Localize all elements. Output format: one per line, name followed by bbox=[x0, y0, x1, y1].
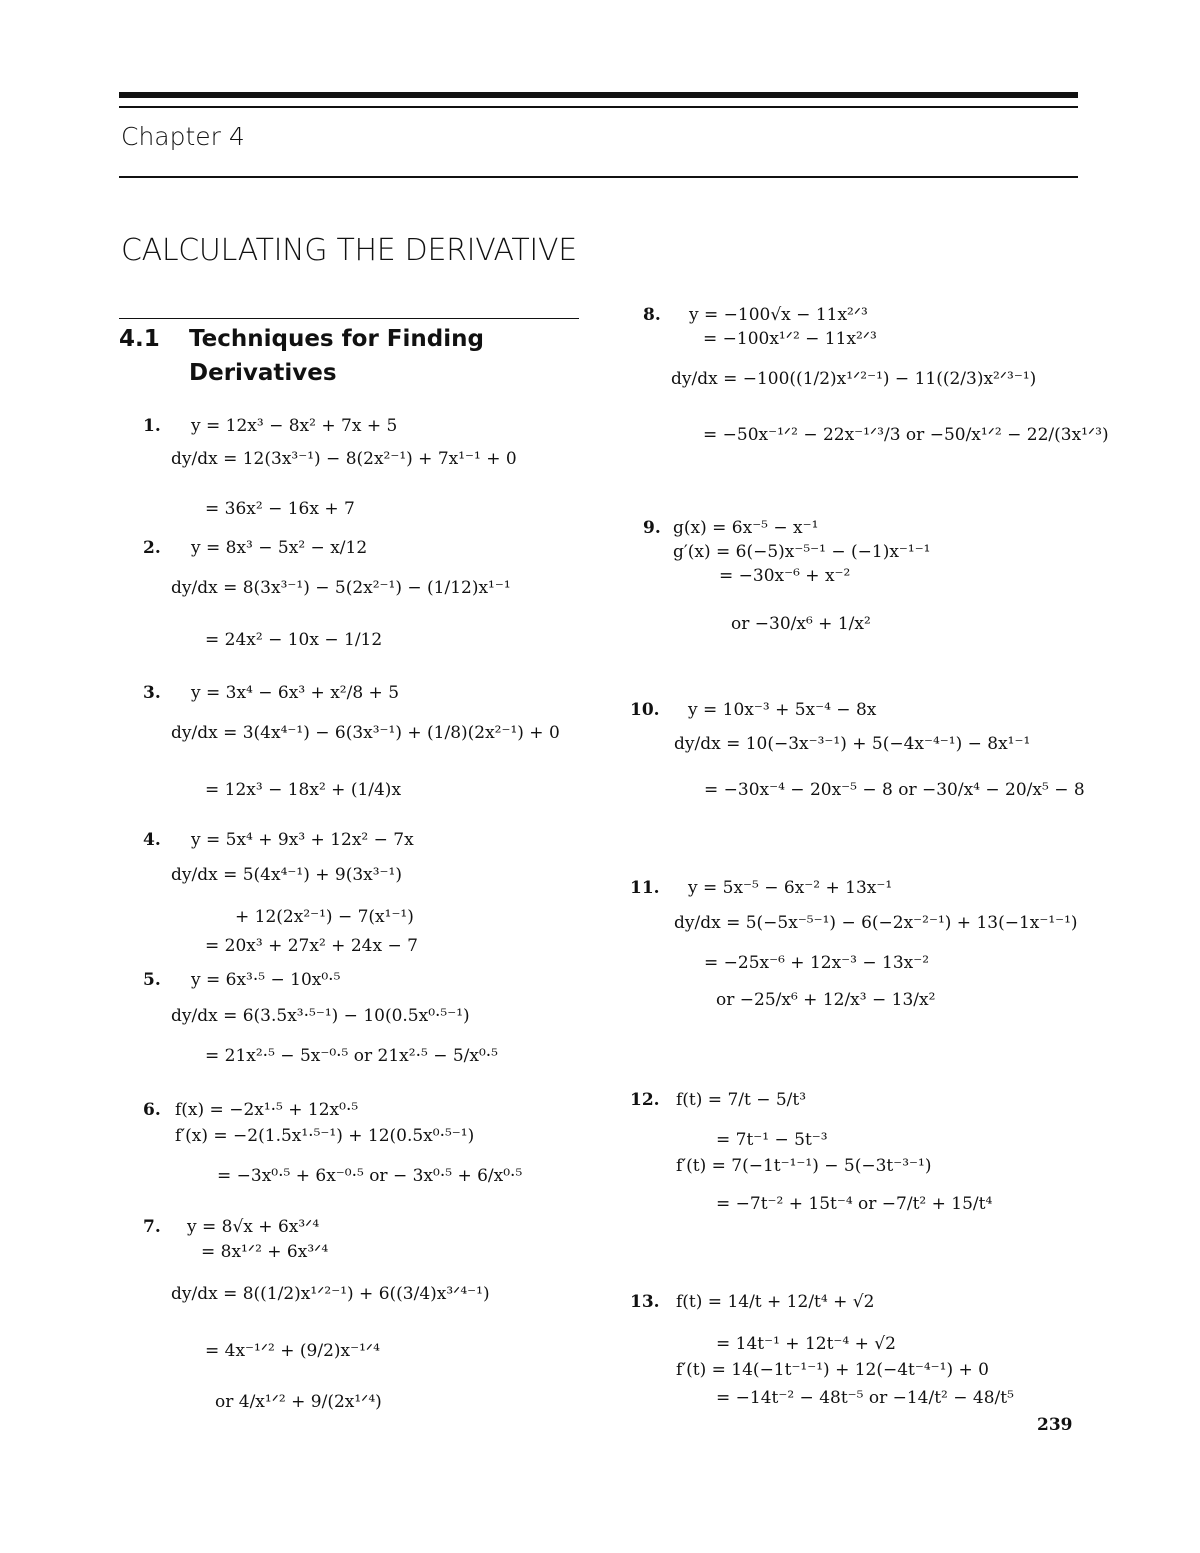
problem-number: 3. bbox=[143, 683, 161, 703]
chapter-title: CALCULATING THE DERIVATIVE bbox=[121, 233, 577, 268]
problem-number: 7. bbox=[143, 1217, 161, 1237]
equation-line: = −30x⁻⁶ + x⁻² bbox=[719, 566, 851, 586]
equation-line: + 12(2x²⁻¹) − 7(x¹⁻¹) bbox=[235, 907, 414, 927]
equation-line: = 36x² − 16x + 7 bbox=[205, 499, 355, 519]
equation-line: dy/dx = 8(3x³⁻¹) − 5(2x²⁻¹) − (1/12)x¹⁻¹ bbox=[171, 578, 511, 598]
equation-line: = 8x¹ᐟ² + 6x³ᐟ⁴ bbox=[201, 1242, 329, 1262]
chapter-label: Chapter 4 bbox=[121, 122, 245, 151]
equation-line: y = 10x⁻³ + 5x⁻⁴ − 8x bbox=[688, 700, 877, 720]
top-thin-rule bbox=[119, 106, 1078, 108]
equation-line: y = 5x⁻⁵ − 6x⁻² + 13x⁻¹ bbox=[688, 878, 893, 898]
problem-number: 6. bbox=[143, 1100, 161, 1120]
equation-line: dy/dx = 10(−3x⁻³⁻¹) + 5(−4x⁻⁴⁻¹) − 8x¹⁻¹ bbox=[674, 734, 1031, 754]
equation-line: y = −100√x − 11x²ᐟ³ bbox=[689, 305, 868, 325]
equation-line: = 12x³ − 18x² + (1/4)x bbox=[205, 780, 402, 800]
equation-line: dy/dx = 6(3.5x³·⁵⁻¹) − 10(0.5x⁰·⁵⁻¹) bbox=[171, 1006, 470, 1026]
section-number: 4.1 bbox=[119, 326, 160, 352]
problem-number: 4. bbox=[143, 830, 161, 850]
equation-line: f′(x) = −2(1.5x¹·⁵⁻¹) + 12(0.5x⁰·⁵⁻¹) bbox=[175, 1126, 475, 1146]
equation-line: f(t) = 7/t − 5/t³ bbox=[676, 1090, 807, 1110]
equation-line: = 21x²·⁵ − 5x⁻⁰·⁵ or 21x²·⁵ − 5/x⁰·⁵ bbox=[205, 1046, 499, 1066]
equation-line: g(x) = 6x⁻⁵ − x⁻¹ bbox=[673, 518, 819, 538]
equation-line: = −3x⁰·⁵ + 6x⁻⁰·⁵ or − 3x⁰·⁵ + 6/x⁰·⁵ bbox=[217, 1166, 523, 1186]
equation-line: = −100x¹ᐟ² − 11x²ᐟ³ bbox=[703, 329, 877, 349]
problem-number: 11. bbox=[630, 878, 660, 898]
section-rule bbox=[119, 318, 579, 319]
problem-number: 5. bbox=[143, 970, 161, 990]
equation-line: y = 5x⁴ + 9x³ + 12x² − 7x bbox=[191, 830, 414, 850]
equation-line: y = 8x³ − 5x² − x/12 bbox=[191, 538, 368, 558]
equation-line: = −7t⁻² + 15t⁻⁴ or −7/t² + 15/t⁴ bbox=[716, 1194, 993, 1214]
equation-line: dy/dx = 3(4x⁴⁻¹) − 6(3x³⁻¹) + (1/8)(2x²⁻¹) + 0 bbox=[171, 723, 560, 743]
equation-line: = −14t⁻² − 48t⁻⁵ or −14/t² − 48/t⁵ bbox=[716, 1388, 1014, 1408]
top-thick-rule bbox=[119, 92, 1078, 98]
equation-line: dy/dx = −100((1/2)x¹ᐟ²⁻¹) − 11((2/3)x²ᐟ³⁻¹) bbox=[671, 369, 1037, 389]
section-title-line-1: Techniques for Finding bbox=[189, 326, 484, 352]
page-number: 239 bbox=[1037, 1415, 1073, 1435]
chapter-rule bbox=[119, 176, 1078, 178]
section-heading bbox=[119, 322, 579, 390]
problem-number: 1. bbox=[143, 416, 161, 436]
equation-line: = 7t⁻¹ − 5t⁻³ bbox=[716, 1130, 828, 1150]
equation-line: f(x) = −2x¹·⁵ + 12x⁰·⁵ bbox=[175, 1100, 359, 1120]
equation-line: f(t) = 14/t + 12/t⁴ + √2 bbox=[676, 1292, 875, 1312]
equation-line: y = 12x³ − 8x² + 7x + 5 bbox=[191, 416, 398, 436]
problem-number: 12. bbox=[630, 1090, 660, 1110]
equation-line: = −25x⁻⁶ + 12x⁻³ − 13x⁻² bbox=[704, 953, 930, 973]
equation-line: = −30x⁻⁴ − 20x⁻⁵ − 8 or −30/x⁴ − 20/x⁵ − 8 bbox=[704, 780, 1085, 800]
equation-line: = 24x² − 10x − 1/12 bbox=[205, 630, 383, 650]
equation-line: dy/dx = 5(−5x⁻⁵⁻¹) − 6(−2x⁻²⁻¹) + 13(−1x⁻¹⁻¹) bbox=[674, 913, 1078, 933]
equation-line: or −25/x⁶ + 12/x³ − 13/x² bbox=[716, 990, 936, 1010]
equation-line: y = 8√x + 6x³ᐟ⁴ bbox=[187, 1217, 320, 1237]
problem-number: 9. bbox=[643, 518, 661, 538]
equation-line: or 4/x¹ᐟ² + 9/(2x¹ᐟ⁴) bbox=[215, 1392, 382, 1412]
section-title-line-2: Derivatives bbox=[189, 360, 337, 386]
equation-line: g′(x) = 6(−5)x⁻⁵⁻¹ − (−1)x⁻¹⁻¹ bbox=[673, 542, 931, 562]
equation-line: f′(t) = 14(−1t⁻¹⁻¹) + 12(−4t⁻⁴⁻¹) + 0 bbox=[676, 1360, 989, 1380]
equation-line: or −30/x⁶ + 1/x² bbox=[731, 614, 871, 634]
equation-line: dy/dx = 12(3x³⁻¹) − 8(2x²⁻¹) + 7x¹⁻¹ + 0 bbox=[171, 449, 517, 469]
equation-line: dy/dx = 5(4x⁴⁻¹) + 9(3x³⁻¹) bbox=[171, 865, 402, 885]
problem-number: 2. bbox=[143, 538, 161, 558]
equation-line: = 20x³ + 27x² + 24x − 7 bbox=[205, 936, 418, 956]
equation-line: f′(t) = 7(−1t⁻¹⁻¹) − 5(−3t⁻³⁻¹) bbox=[676, 1156, 932, 1176]
problem-number: 13. bbox=[630, 1292, 660, 1312]
problem-number: 10. bbox=[630, 700, 660, 720]
equation-line: dy/dx = 8((1/2)x¹ᐟ²⁻¹) + 6((3/4)x³ᐟ⁴⁻¹) bbox=[171, 1284, 490, 1304]
equation-line: y = 3x⁴ − 6x³ + x²/8 + 5 bbox=[191, 683, 400, 703]
problem-number: 8. bbox=[643, 305, 661, 325]
equation-line: = 4x⁻¹ᐟ² + (9/2)x⁻¹ᐟ⁴ bbox=[205, 1341, 380, 1361]
equation-line: = 14t⁻¹ + 12t⁻⁴ + √2 bbox=[716, 1334, 896, 1354]
equation-line: = −50x⁻¹ᐟ² − 22x⁻¹ᐟ³/3 or −50/x¹ᐟ² − 22/(3x¹ᐟ³) bbox=[703, 425, 1109, 445]
equation-line: y = 6x³·⁵ − 10x⁰·⁵ bbox=[191, 970, 341, 990]
